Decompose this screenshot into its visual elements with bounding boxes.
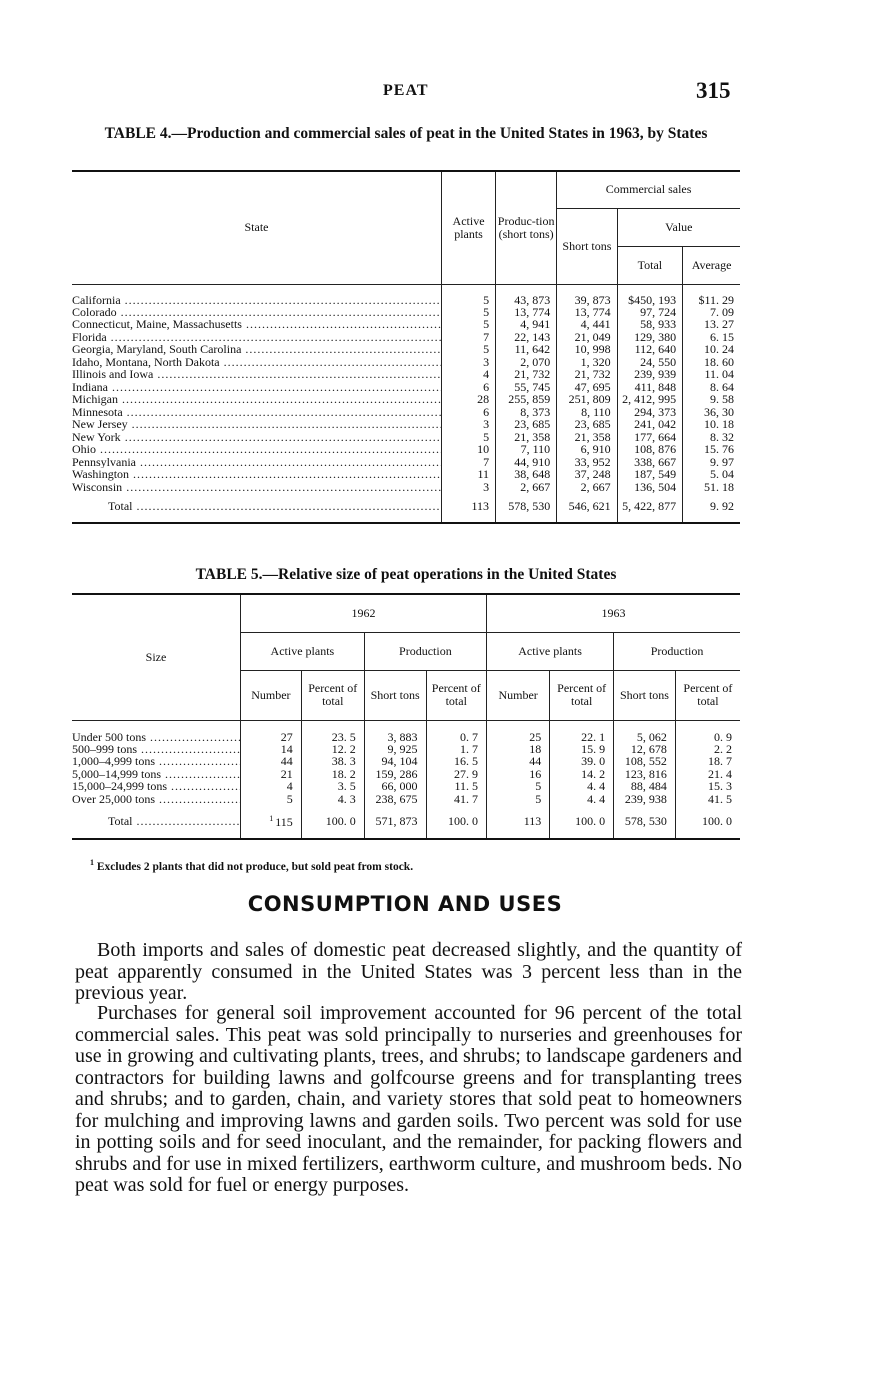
t5-value-cell: 18. 2 bbox=[301, 768, 364, 781]
running-head bbox=[0, 78, 876, 108]
t5-value-cell: 21. 4 bbox=[675, 768, 740, 781]
t5-value-cell: 16. 5 bbox=[426, 755, 487, 768]
t5-value-cell: 27. 9 bbox=[426, 768, 487, 781]
t4-value-cell: 4 bbox=[442, 368, 496, 381]
table-row bbox=[72, 780, 740, 793]
t5-header-percent: Percent of total bbox=[426, 670, 487, 720]
t4-value-cell: 8, 110 bbox=[557, 406, 617, 419]
t5-value-cell: 123, 816 bbox=[614, 768, 676, 781]
t5-total-value: 115 bbox=[275, 815, 293, 829]
t4-value-cell: 13, 774 bbox=[557, 306, 617, 319]
t4-value-cell: 338, 667 bbox=[617, 456, 682, 469]
t5-value-cell: 12. 2 bbox=[301, 743, 364, 756]
t5-header-1962-active-plants: Active plants bbox=[241, 632, 365, 670]
table-row bbox=[72, 793, 740, 806]
t5-value-cell: 239, 938 bbox=[614, 793, 676, 806]
t4-value-cell: 3 bbox=[442, 481, 496, 494]
t5-header-percent: Percent of total bbox=[301, 670, 364, 720]
t5-value-cell: 22. 1 bbox=[550, 720, 614, 743]
t5-value-cell: 16 bbox=[487, 768, 550, 781]
table-row bbox=[72, 431, 740, 444]
t4-value-cell: 4, 441 bbox=[557, 318, 617, 331]
t5-value-cell: 18. 7 bbox=[675, 755, 740, 768]
t4-value-cell: 33, 952 bbox=[557, 456, 617, 469]
t4-value-cell: 2, 667 bbox=[496, 481, 557, 494]
t4-state-cell: California ..... bbox=[72, 284, 442, 306]
t4-value-cell: 7 bbox=[442, 331, 496, 344]
t4-value-cell: 5 bbox=[442, 343, 496, 356]
table5-caption: TABLE 5.—Relative size of peat operations in the United States bbox=[195, 566, 617, 583]
t4-state-cell: Illinois and Iowa ..... bbox=[72, 368, 442, 381]
t5-header-percent: Percent of total bbox=[550, 670, 614, 720]
t4-state-cell: Indiana ..... bbox=[72, 381, 442, 394]
t4-value-cell: 294, 373 bbox=[617, 406, 682, 419]
table-row bbox=[72, 755, 740, 768]
t4-header-active-plants: Active plants bbox=[442, 171, 496, 284]
t4-value-cell: $11. 29 bbox=[683, 284, 740, 306]
t5-value-cell: 39. 0 bbox=[550, 755, 614, 768]
t4-value-cell: 15. 76 bbox=[683, 443, 740, 456]
t5-value-cell: 41. 7 bbox=[426, 793, 487, 806]
t4-value-cell: 10. 24 bbox=[683, 343, 740, 356]
t4-header-value: Value bbox=[617, 208, 740, 246]
t4-value-cell: 24, 550 bbox=[617, 356, 682, 369]
t4-state-cell: Ohio ..... bbox=[72, 443, 442, 456]
t4-header-production: Produc-tion (short tons) bbox=[496, 171, 557, 284]
t4-value-cell: 7 bbox=[442, 456, 496, 469]
t5-header-number: Number bbox=[487, 670, 550, 720]
t4-value-cell: 8, 373 bbox=[496, 406, 557, 419]
t4-state-cell: Idaho, Montana, North Dakota ..... bbox=[72, 356, 442, 369]
t5-value-cell: 15. 3 bbox=[675, 780, 740, 793]
table-row bbox=[72, 381, 740, 394]
t4-value-cell: 8. 32 bbox=[683, 431, 740, 444]
t4-value-cell: 251, 809 bbox=[557, 393, 617, 406]
table-row bbox=[72, 418, 740, 431]
t4-state-cell: Florida ..... bbox=[72, 331, 442, 344]
t5-total-cell: 578, 530 bbox=[614, 805, 676, 839]
t5-value-cell: 0. 7 bbox=[426, 720, 487, 743]
t4-value-cell: 3 bbox=[442, 356, 496, 369]
t4-value-cell: 6 bbox=[442, 406, 496, 419]
t4-value-cell: 3 bbox=[442, 418, 496, 431]
t4-value-cell: 9. 97 bbox=[683, 456, 740, 469]
t5-value-cell: 44 bbox=[241, 755, 302, 768]
t4-value-cell: 21, 358 bbox=[496, 431, 557, 444]
t4-total-cell: 578, 530 bbox=[496, 493, 557, 523]
t4-value-cell: 23, 685 bbox=[557, 418, 617, 431]
t4-value-cell: 241, 042 bbox=[617, 418, 682, 431]
t4-value-cell: 11 bbox=[442, 468, 496, 481]
t5-value-cell: 23. 5 bbox=[301, 720, 364, 743]
t4-value-cell: 4, 941 bbox=[496, 318, 557, 331]
t4-value-cell: 23, 685 bbox=[496, 418, 557, 431]
t4-value-cell: 13. 27 bbox=[683, 318, 740, 331]
t4-value-cell: 6, 910 bbox=[557, 443, 617, 456]
table-row bbox=[72, 343, 740, 356]
t5-value-cell: 5 bbox=[487, 793, 550, 806]
t5-size-cell: 500–999 tons ..... bbox=[72, 743, 241, 756]
t4-value-cell: 21, 049 bbox=[557, 331, 617, 344]
t4-header-short-tons: Short tons bbox=[557, 208, 617, 284]
table-row bbox=[72, 284, 740, 306]
t5-size-cell: Under 500 tons ..... bbox=[72, 720, 241, 743]
t4-value-cell: 10. 18 bbox=[683, 418, 740, 431]
table-row bbox=[72, 356, 740, 369]
running-head-title: PEAT bbox=[383, 82, 429, 99]
t5-value-cell: 238, 675 bbox=[364, 793, 426, 806]
t4-value-cell: 37, 248 bbox=[557, 468, 617, 481]
table-row bbox=[72, 443, 740, 456]
t4-state-cell: Wisconsin ..... bbox=[72, 481, 442, 494]
t4-value-cell: 136, 504 bbox=[617, 481, 682, 494]
table4-caption: TABLE 4.—Production and commercial sales of peat in the United States in 1963, by States bbox=[104, 125, 708, 142]
t5-value-cell: 44 bbox=[487, 755, 550, 768]
t4-state-cell: New Jersey ..... bbox=[72, 418, 442, 431]
t5-total-cell bbox=[241, 805, 302, 839]
t5-value-cell: 3. 5 bbox=[301, 780, 364, 793]
t4-value-cell: 11, 642 bbox=[496, 343, 557, 356]
t4-value-cell: 1, 320 bbox=[557, 356, 617, 369]
t5-value-cell: 2. 2 bbox=[675, 743, 740, 756]
t4-value-cell: 112, 640 bbox=[617, 343, 682, 356]
t5-size-cell: 5,000–14,999 tons ..... bbox=[72, 768, 241, 781]
t4-value-cell: 38, 648 bbox=[496, 468, 557, 481]
t4-state-cell: Michigan ..... bbox=[72, 393, 442, 406]
t5-value-cell: 108, 552 bbox=[614, 755, 676, 768]
t5-header-short-tons: Short tons bbox=[614, 670, 676, 720]
t4-value-cell: 21, 732 bbox=[557, 368, 617, 381]
table4 bbox=[72, 170, 740, 524]
table-row bbox=[72, 318, 740, 331]
t4-value-cell: 36, 30 bbox=[683, 406, 740, 419]
t4-header-total: Total bbox=[617, 246, 682, 284]
t4-value-cell: 5 bbox=[442, 284, 496, 306]
t5-size-cell: 1,000–4,999 tons ..... bbox=[72, 755, 241, 768]
t4-total-cell: 546, 621 bbox=[557, 493, 617, 523]
table-row bbox=[72, 306, 740, 319]
t4-value-cell: 5 bbox=[442, 431, 496, 444]
table-row bbox=[72, 768, 740, 781]
t5-header-percent: Percent of total bbox=[675, 670, 740, 720]
t4-value-cell: 97, 724 bbox=[617, 306, 682, 319]
page-number: 315 bbox=[696, 78, 731, 103]
t5-size-cell: 15,000–24,999 tons ..... bbox=[72, 780, 241, 793]
t5-value-cell: 14. 2 bbox=[550, 768, 614, 781]
t4-value-cell: 58, 933 bbox=[617, 318, 682, 331]
t4-value-cell: 2, 070 bbox=[496, 356, 557, 369]
t4-value-cell: 43, 873 bbox=[496, 284, 557, 306]
table-total-row bbox=[72, 493, 740, 523]
body-paragraph: Purchases for general soil improvement accounted for 96 percent of the total commercial sales. This peat was sold principally to nurseries and greenhouses for use in growing and cultivating plants, trees, and shrubs; to landscape gardeners and contractors for building lawns and golfcourse greens and for transplanting trees and shrubs; and to garden, chain, and variety stores that sold peat to homeowners for mulching and improving lawns and garden soils. Two percent was sold for use in potting soils and for seed inoculant, and the remainder, for packing flowers and shrubs and for use in mixed fertilizers, earthworm culture, and mushroom beds. No peat was sold for fuel or energy purposes. bbox=[75, 1002, 742, 1196]
t5-total-cell: 100. 0 bbox=[301, 805, 364, 839]
t5-header-1962: 1962 bbox=[241, 594, 487, 632]
t4-value-cell: 187, 549 bbox=[617, 468, 682, 481]
t4-header-average: Average bbox=[683, 246, 740, 284]
t4-state-cell: Connecticut, Maine, Massachusetts ..... bbox=[72, 318, 442, 331]
t5-value-cell: 94, 104 bbox=[364, 755, 426, 768]
body-paragraph: Both imports and sales of domestic peat decreased slightly, and the quantity of peat apparently consumed in the United States was 3 percent less than in the previous year. bbox=[75, 939, 742, 1004]
t5-value-cell: 21 bbox=[241, 768, 302, 781]
table-row bbox=[72, 393, 740, 406]
t4-value-cell: 22, 143 bbox=[496, 331, 557, 344]
t4-value-cell: 9. 58 bbox=[683, 393, 740, 406]
t4-value-cell: 7, 110 bbox=[496, 443, 557, 456]
t4-value-cell: 129, 380 bbox=[617, 331, 682, 344]
t4-state-cell: Pennsylvania ..... bbox=[72, 456, 442, 469]
t5-value-cell: 41. 5 bbox=[675, 793, 740, 806]
t5-header-number: Number bbox=[241, 670, 302, 720]
t5-header-1963: 1963 bbox=[487, 594, 740, 632]
t4-total-label: Total ..... bbox=[72, 493, 442, 523]
t5-value-cell: 3, 883 bbox=[364, 720, 426, 743]
t4-value-cell: 255, 859 bbox=[496, 393, 557, 406]
t5-value-cell: 11. 5 bbox=[426, 780, 487, 793]
t4-value-cell: 5 bbox=[442, 306, 496, 319]
t5-header-size: Size bbox=[145, 649, 167, 664]
t4-value-cell: 28 bbox=[442, 393, 496, 406]
table-row bbox=[72, 720, 740, 743]
table-row bbox=[72, 406, 740, 419]
t5-value-cell: 27 bbox=[241, 720, 302, 743]
t4-value-cell: 239, 939 bbox=[617, 368, 682, 381]
t5-value-cell: 18 bbox=[487, 743, 550, 756]
footnote-mark: 1 bbox=[90, 858, 94, 867]
t5-total-footnote-mark: 1 bbox=[269, 814, 274, 823]
t4-value-cell: 21, 358 bbox=[557, 431, 617, 444]
t5-value-cell: 38. 3 bbox=[301, 755, 364, 768]
t4-value-cell: 10 bbox=[442, 443, 496, 456]
t5-value-cell: 66, 000 bbox=[364, 780, 426, 793]
t4-value-cell: 44, 910 bbox=[496, 456, 557, 469]
t4-value-cell: 47, 695 bbox=[557, 381, 617, 394]
t4-state-cell: Washington ..... bbox=[72, 468, 442, 481]
t5-header-1962-production: Production bbox=[364, 632, 486, 670]
t4-value-cell: 13, 774 bbox=[496, 306, 557, 319]
table-total-row bbox=[72, 805, 740, 839]
t5-value-cell: 4. 3 bbox=[301, 793, 364, 806]
t4-value-cell: 55, 745 bbox=[496, 381, 557, 394]
table-row bbox=[72, 468, 740, 481]
t5-value-cell: 1. 7 bbox=[426, 743, 487, 756]
t5-value-cell: 5 bbox=[241, 793, 302, 806]
t4-value-cell: 7. 09 bbox=[683, 306, 740, 319]
t5-header-1963-active-plants: Active plants bbox=[487, 632, 614, 670]
t4-state-cell: Georgia, Maryland, South Carolina ..... bbox=[72, 343, 442, 356]
t5-value-cell: 4. 4 bbox=[550, 780, 614, 793]
t5-value-cell: 14 bbox=[241, 743, 302, 756]
t5-size-cell: Over 25,000 tons ..... bbox=[72, 793, 241, 806]
t4-value-cell: 51. 18 bbox=[683, 481, 740, 494]
t5-total-cell: 100. 0 bbox=[550, 805, 614, 839]
t4-total-cell: 5, 422, 877 bbox=[617, 493, 682, 523]
t4-state-cell: Colorado ..... bbox=[72, 306, 442, 319]
t4-total-cell: 9. 92 bbox=[683, 493, 740, 523]
t4-value-cell: 8. 64 bbox=[683, 381, 740, 394]
footnote-text: Excludes 2 plants that did not produce, but sold peat from stock. bbox=[96, 860, 414, 873]
t4-value-cell: 2, 412, 995 bbox=[617, 393, 682, 406]
t4-value-cell: 108, 876 bbox=[617, 443, 682, 456]
t4-value-cell: 39, 873 bbox=[557, 284, 617, 306]
t4-value-cell: 6. 15 bbox=[683, 331, 740, 344]
t5-total-label: Total ..... bbox=[72, 805, 241, 839]
t5-value-cell: 88, 484 bbox=[614, 780, 676, 793]
t4-value-cell: 5 bbox=[442, 318, 496, 331]
t5-value-cell: 4 bbox=[241, 780, 302, 793]
t4-header-state: State bbox=[244, 220, 269, 235]
t5-total-cell: 571, 873 bbox=[364, 805, 426, 839]
t5-value-cell: 0. 9 bbox=[675, 720, 740, 743]
t4-value-cell: 21, 732 bbox=[496, 368, 557, 381]
t4-value-cell: 10, 998 bbox=[557, 343, 617, 356]
footnote bbox=[90, 858, 413, 873]
t5-value-cell: 15. 9 bbox=[550, 743, 614, 756]
t5-value-cell: 4. 4 bbox=[550, 793, 614, 806]
t5-value-cell: 12, 678 bbox=[614, 743, 676, 756]
t4-state-cell: Minnesota ..... bbox=[72, 406, 442, 419]
t4-value-cell: 5. 04 bbox=[683, 468, 740, 481]
t5-value-cell: 25 bbox=[487, 720, 550, 743]
t5-value-cell: 5, 062 bbox=[614, 720, 676, 743]
table5 bbox=[72, 593, 740, 840]
t5-value-cell: 9, 925 bbox=[364, 743, 426, 756]
table-row bbox=[72, 743, 740, 756]
t5-header-short-tons: Short tons bbox=[364, 670, 426, 720]
t5-value-cell: 159, 286 bbox=[364, 768, 426, 781]
t4-header-commercial-sales: Commercial sales bbox=[557, 171, 740, 208]
t5-header-1963-production: Production bbox=[614, 632, 740, 670]
t4-value-cell: 2, 667 bbox=[557, 481, 617, 494]
t5-total-cell: 100. 0 bbox=[675, 805, 740, 839]
t4-value-cell: 177, 664 bbox=[617, 431, 682, 444]
t4-value-cell: 11. 04 bbox=[683, 368, 740, 381]
table-row bbox=[72, 331, 740, 344]
t5-total-cell: 100. 0 bbox=[426, 805, 487, 839]
t4-value-cell: 6 bbox=[442, 381, 496, 394]
t4-state-cell: New York ..... bbox=[72, 431, 442, 444]
table-row bbox=[72, 456, 740, 469]
t4-value-cell: 411, 848 bbox=[617, 381, 682, 394]
t4-value-cell: $450, 193 bbox=[617, 284, 682, 306]
t4-total-cell: 113 bbox=[442, 493, 496, 523]
t4-value-cell: 18. 60 bbox=[683, 356, 740, 369]
table-row bbox=[72, 368, 740, 381]
section-heading: CONSUMPTION AND USES bbox=[247, 892, 563, 916]
t5-value-cell: 5 bbox=[487, 780, 550, 793]
t5-total-cell: 113 bbox=[487, 805, 550, 839]
table-row bbox=[72, 481, 740, 494]
